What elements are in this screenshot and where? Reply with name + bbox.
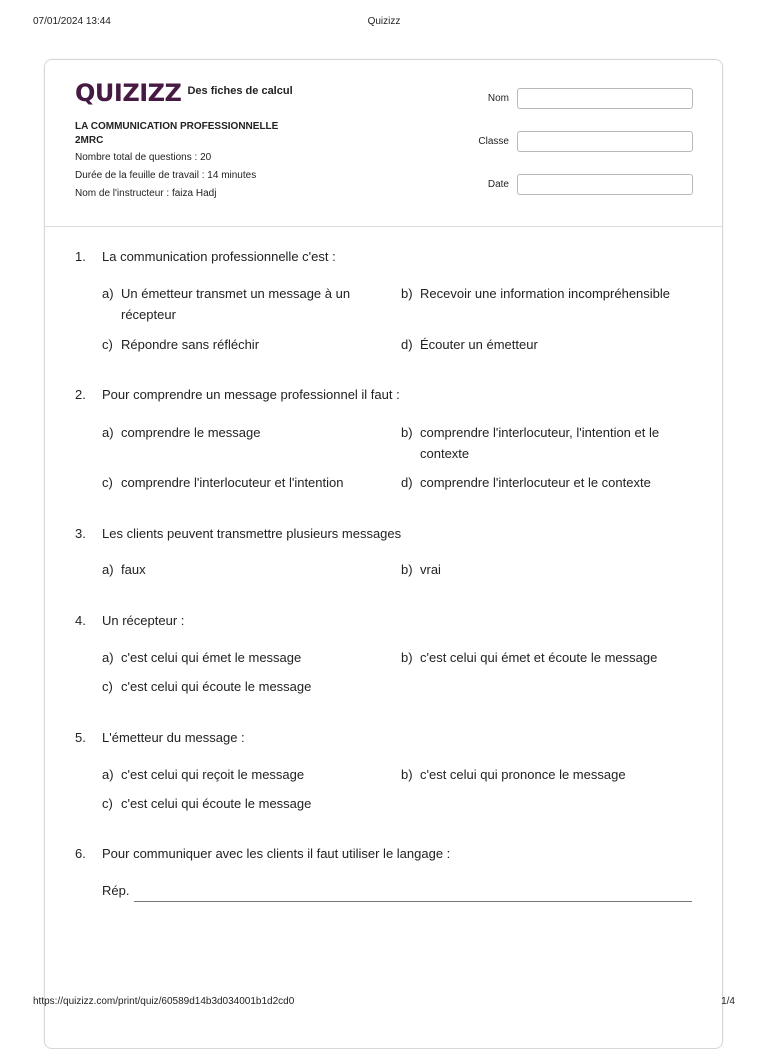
print-header — [33, 16, 735, 30]
option-text: faux — [121, 562, 146, 577]
print-date: 07/01/2024 13:44 — [33, 16, 111, 27]
meta-duration: Durée de la feuille de travail : 14 minutes — [75, 170, 257, 181]
option-text: c'est celui qui émet et écoute le message — [420, 650, 658, 665]
question-text: Les clients peuvent transmettre plusieurs messages — [102, 526, 402, 541]
quiz-class: 2MRC — [75, 135, 104, 146]
option-3a — [102, 559, 382, 580]
option-3b — [401, 559, 681, 580]
print-url: https://quizizz.com/print/quiz/60589d14b3d034001b1d2cd0 — [33, 996, 295, 1007]
option-text: c'est celui qui écoute le message — [121, 679, 312, 694]
worksheet — [44, 59, 723, 1049]
quizizz-logo — [75, 78, 293, 108]
option-1a — [102, 283, 382, 325]
option-text: Écouter un émetteur — [420, 337, 538, 352]
option-4c — [102, 676, 382, 697]
option-letter: b) — [401, 650, 413, 665]
option-letter: b) — [401, 767, 413, 782]
option-2b — [401, 422, 681, 464]
option-2d — [401, 472, 681, 493]
option-letter: c) — [102, 679, 113, 694]
question-number: 3. — [75, 526, 86, 541]
question-text: Un récepteur : — [102, 613, 185, 628]
option-letter: d) — [401, 475, 413, 490]
option-4a — [102, 647, 382, 668]
option-letter: a) — [102, 286, 114, 301]
print-footer — [33, 996, 735, 1010]
option-letter: b) — [401, 562, 413, 577]
option-text: c'est celui qui reçoit le message — [121, 767, 305, 782]
question-number: 6. — [75, 846, 86, 861]
question-number: 5. — [75, 730, 86, 745]
option-letter: d) — [401, 337, 413, 352]
option-text: Répondre sans réfléchir — [121, 337, 260, 352]
answer-label: Rép. — [102, 883, 130, 898]
option-2a — [102, 422, 382, 443]
quiz-title: LA COMMUNICATION PROFESSIONNELLE — [75, 121, 279, 132]
option-letter: a) — [102, 767, 114, 782]
date-field[interactable] — [517, 174, 693, 195]
option-text: comprendre l'interlocuteur et l'intention — [121, 475, 344, 490]
option-5b — [401, 764, 681, 785]
name-field-label: Nom — [487, 93, 509, 104]
print-title: Quizizz — [367, 16, 401, 27]
option-letter: a) — [102, 425, 114, 440]
class-field[interactable] — [517, 131, 693, 152]
option-letter: b) — [401, 425, 413, 440]
option-1d — [401, 334, 681, 355]
answer-line[interactable] — [134, 901, 692, 902]
option-1b — [401, 283, 681, 304]
class-field-label: Classe — [478, 136, 509, 147]
option-text: c'est celui qui émet le message — [121, 650, 302, 665]
option-letter: b) — [401, 286, 413, 301]
option-text: comprendre l'interlocuteur et le contexte — [420, 475, 651, 490]
question-text: La communication professionnelle c'est : — [102, 249, 336, 264]
logo-wordmark: QUIZIZZ — [75, 79, 182, 107]
option-text: comprendre l'interlocuteur, l'intention et le contexte — [420, 425, 660, 461]
meta-question-count: Nombre total de questions : 20 — [75, 152, 212, 163]
option-letter: c) — [102, 796, 113, 811]
question-number: 4. — [75, 613, 86, 628]
option-4b — [401, 647, 681, 668]
worksheet-header — [45, 60, 722, 227]
meta-instructor: Nom de l'instructeur : faiza Hadj — [75, 188, 217, 199]
option-2c — [102, 472, 382, 493]
question-text: L'émetteur du message : — [102, 730, 245, 745]
option-text: c'est celui qui écoute le message — [121, 796, 312, 811]
option-5c — [102, 793, 382, 814]
question-number: 2. — [75, 387, 86, 402]
question-number: 1. — [75, 249, 86, 264]
question-text: Pour comprendre un message professionnel il faut : — [102, 387, 400, 402]
option-5a — [102, 764, 382, 785]
option-text: comprendre le message — [121, 425, 261, 440]
page-number: 1/4 — [721, 996, 735, 1007]
name-field[interactable] — [517, 88, 693, 109]
option-1c — [102, 334, 382, 355]
date-field-label: Date — [487, 179, 509, 190]
option-letter: a) — [102, 562, 114, 577]
logo-subtitle: Des fiches de calcul — [187, 85, 293, 97]
option-letter: a) — [102, 650, 114, 665]
option-letter: c) — [102, 475, 113, 490]
option-letter: c) — [102, 337, 113, 352]
option-text: Un émetteur transmet un message à un récepteur — [121, 286, 351, 322]
option-text: vrai — [420, 562, 441, 577]
option-text: Recevoir une information incompréhensible — [420, 286, 671, 301]
question-text: Pour communiquer avec les clients il faut utiliser le langage : — [102, 846, 451, 861]
option-text: c'est celui qui prononce le message — [420, 767, 626, 782]
